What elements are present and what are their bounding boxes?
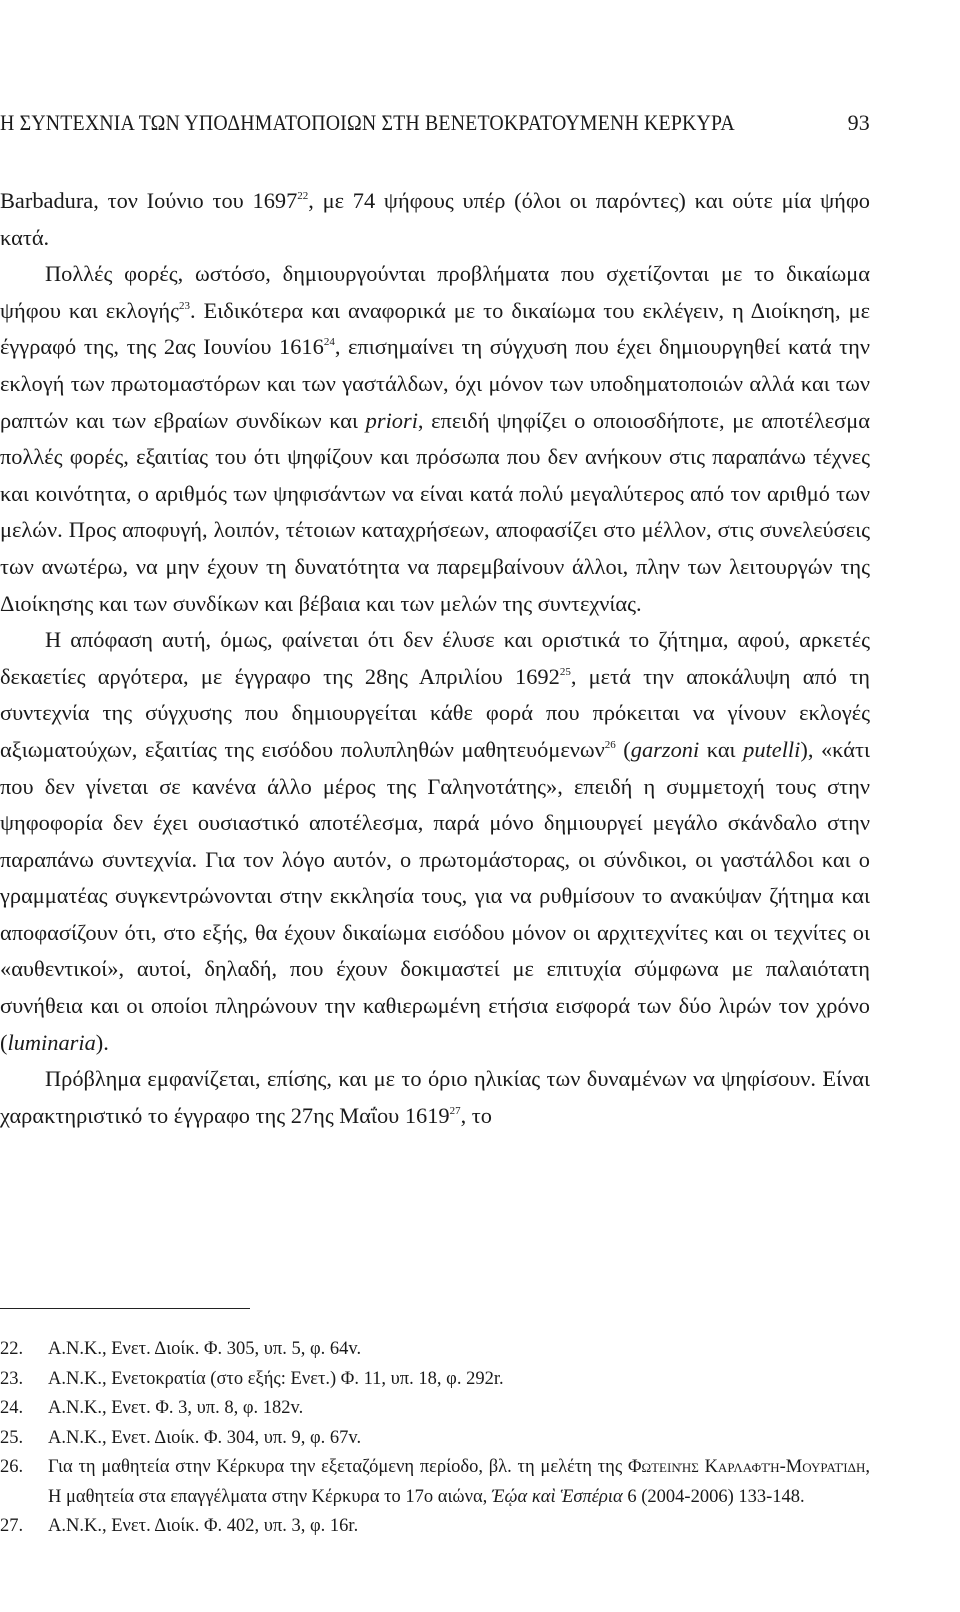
footnote-23: 23. Α.Ν.Κ., Ενετοκρατία (στο εξής: Ενετ.) Φ. 11, υπ. 18, φ. 292r.: [0, 1368, 504, 1389]
paragraph-2: Πολλές φορές, ωστόσο, δημιουργούνται προβλήματα που σχετίζονται με το δικαίωμα ψήφου και εκλογής$^{23}$. Ειδικότερα και αναφορικά με το δικαίωμα του εκλέγειν, η Διοίκηση, με έγγραφό της, της 2ας Ιουνίου 1616$^{24}$, επισημαίνει τη σύγχυση που έχει δημιουργηθεί κατά την εκλογή των πρωτομαστόρων και των γαστάλδων, όχι μόνον των υποδηματοποιών αλλά και των ραπτών και των εβραίων συνδίκων και priori, επειδή ψηφίζει ο οποιοσδήποτε, με αποτέλεσμα πολλές φορές, εξαιτίας του ότι ψηφίζουν και πρόσωπα που δεν ανήκουν στις παραπάνω τέχνες και κοινότητα, ο αριθμός των ψηφισάντων να είναι κατά πολύ μεγαλύτερος από τον αριθμό των μελών. Προς αποφυγή, λοιπόν, τέτοιων καταχρήσεων, αποφασίζει στο μέλλον, στις συνελεύσεις των ανωτέρω, να μην έχουν τη δυνατότητα να παρεμβαίνουν άλλοι, πλην των λειτουργών της Διοίκησης και των συνδίκων και βέβαια και των μελών της συντεχνίας.: [0, 261, 870, 616]
italic-term: luminaria: [7, 1029, 96, 1055]
footnote-ref-25[interactable]: 25: [559, 665, 571, 678]
paragraph-4: Πρόβλημα εμφανίζεται, επίσης, και με το όριο ηλικίας των δυναμένων να ψηφίσουν. Είναι χαρακτηριστικό το έγγραφο της 27ης Μαΐου 1619$^{27}$, το: [0, 1066, 870, 1128]
footnote-ref-22[interactable]: 22: [297, 190, 309, 202]
footnote-ref-27[interactable]: 27: [449, 1104, 461, 1117]
paragraph-1: Barbadura, τον Ιούνιο του 1697$^{22}$, με 74 ψήφους υπέρ (όλοι οι παρόντες) και ούτε μία ψήφο κατά.: [0, 188, 870, 250]
italic-term: priori: [365, 407, 418, 433]
footnote-24: 24. Α.Ν.Κ., Ενετ. Φ. 3, υπ. 8, φ. 182v.: [0, 1398, 304, 1418]
footnote-ref-24[interactable]: 24: [323, 336, 335, 349]
page-number: 93: [847, 110, 870, 135]
footnote-separator: [0, 1308, 250, 1309]
italic-term: garzoni: [630, 736, 700, 762]
footnote-26: 26. Για τη μαθητεία στην Κέρκυρα την εξεταζόμενη περίοδο, βλ. τη μελέτη της Φωτεινής Καρλαφτή-Μουρατίδη, Η μαθητεία στα επαγγέλματα στην Κέρκυρα το 17ο αιώνα, Έῴα καὶ Ἑσπέρια 6 (2004-2006) 133-148.: [0, 1457, 870, 1507]
footnote-25: 25. Α.Ν.Κ., Ενετ. Διοίκ. Φ. 304, υπ. 9, φ. 67v.: [0, 1427, 362, 1448]
footnote-ref-23[interactable]: 23: [178, 299, 190, 312]
footnotes: [0, 1335, 870, 1542]
author-name: Φωτεινής Καρλαφτή-Μουρατίδη: [627, 1457, 866, 1477]
journal-title: Έῴα καὶ Ἑσπέρια: [491, 1486, 623, 1507]
italic-term: putelli: [743, 736, 801, 762]
footnote-27: 27. Α.Ν.Κ., Ενετ. Διοίκ. Φ. 402, υπ. 3, φ. 16r.: [0, 1516, 359, 1536]
footnote-22: 22. Α.Ν.Κ., Ενετ. Διοίκ. Φ. 305, υπ. 5, φ. 64v.: [0, 1339, 362, 1359]
footnote-ref-26[interactable]: 26: [604, 738, 616, 751]
running-head: [0, 110, 870, 144]
paragraph-3: Η απόφαση αυτή, όμως, φαίνεται ότι δεν έλυσε και οριστικά το ζήτημα, αφού, αρκετές δεκαετίες αργότερα, με έγγραφο της 28ης Απριλίου 1692$^{25}$, μετά την αποκάλυψη από τη συντεχνία της σύγχυσης που δημιουργείται κάθε φορά που πρόκειται να γίνουν εκλογές αξιωματούχων, εξαιτίας της εισόδου πολυπληθών μαθητευόμενων$^{26}$ (garzoni και putelli), «κάτι που δεν γίνεται σε κανένα άλλο μέρος της Γαληνοτάτης», επειδή η συμμετοχή τους στην ψηφοφορία δεν έχει ουσιαστικό αποτέλεσμα, παρά μόνο δημιουργεί μεγάλο σκάνδαλο στην παραπάνω συντεχνία. Για τον λόγο αυτόν, ο πρωτομάστορας, οι σύνδικοι, οι γαστάλδοι και ο γραμματέας συγκεντρώνονται στην εκκλησία τους, για να ρυθμίσουν το ανακύψαν ζήτημα και αποφασίζουν ότι, στο εξής, θα έχουν δικαίωμα εισόδου μόνον οι αρχιτεχνίτες και οι τεχνίτες οι «αυθεντικοί», αυτοί, δηλαδή, που έχουν δοκιμαστεί με επιτυχία σύμφωνα με παλαιότατη συνήθεια και οι οποίοι πληρώνουν την καθιερωμένη ετήσια εισφορά των δύο λιρών τον χρόνο (luminaria).: [0, 627, 870, 1055]
main-text: [0, 183, 870, 1134]
running-title: Η ΣΥΝΤΕΧΝΙΑ ΤΩΝ ΥΠΟΔΗΜΑΤΟΠΟΙΩΝ ΣΤΗ ΒΕΝΕΤΟΚΡΑΤΟΥΜΕΝΗ ΚΕΡΚΥΡΑ: [0, 110, 735, 135]
